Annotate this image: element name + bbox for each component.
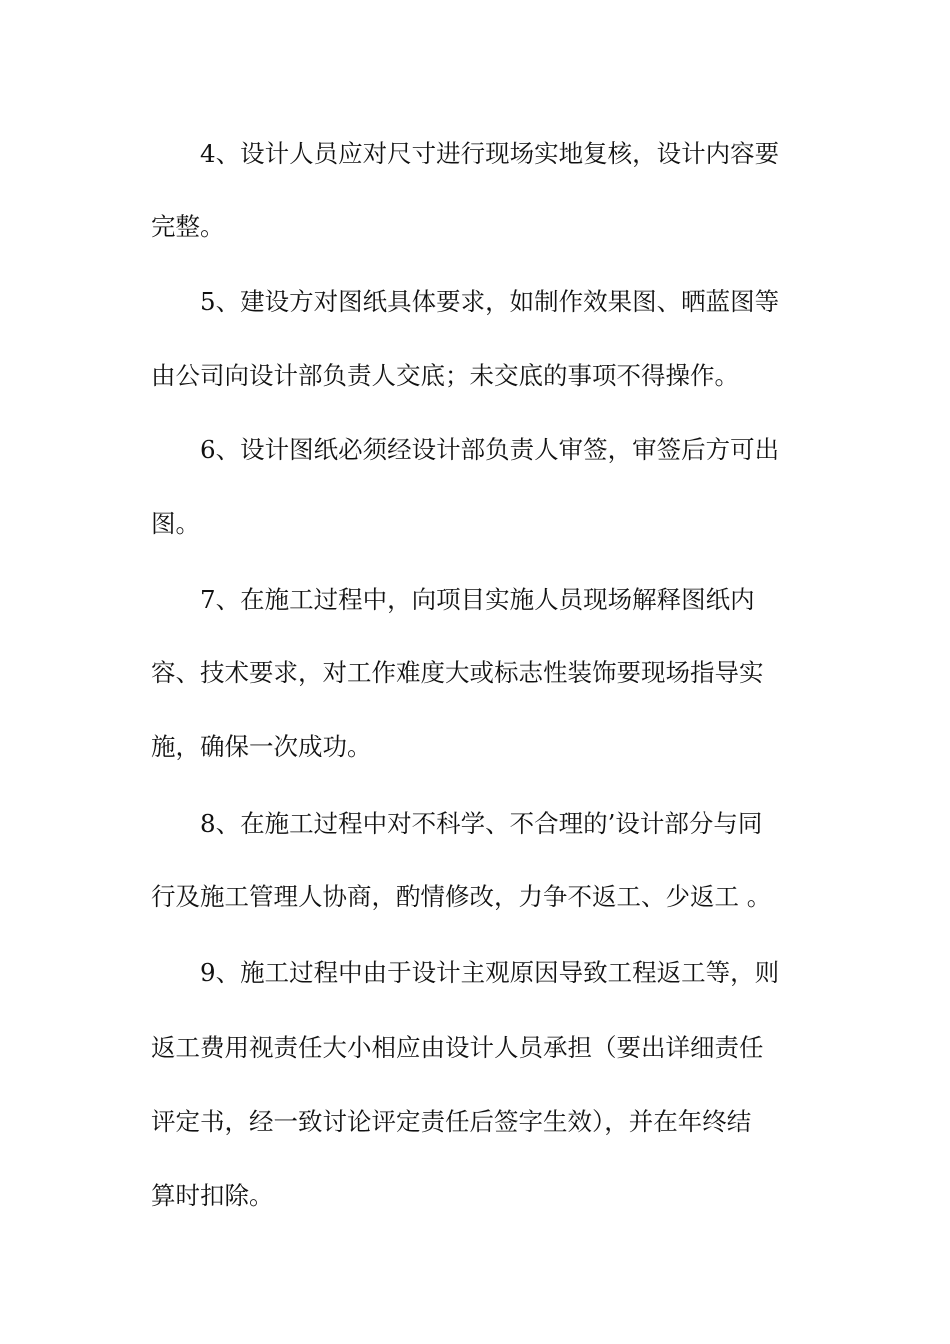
item-4-line-2: 完整。 [151, 212, 225, 241]
item-7-line-2: 容、技术要求，对工作难度大或标志性装饰要现场指导实 [151, 658, 764, 687]
item-5-line-2: 由公司向设计部负责人交底；未交底的事项不得操作。 [151, 361, 739, 390]
item-8-line-2: 行及施工管理人协商，酌情修改，力争不返工、少返工 。 [151, 882, 772, 911]
item-6-line-1: 6、设计图纸必须经设计部负责人审签，审签后方可出 [200, 435, 780, 464]
item-8-line-1: 8、在施工过程中对不科学、不合理的’设计部分与同 [200, 809, 763, 838]
item-9-line-3: 评定书，经一致讨论评定责任后签字生效），并在年终结 [151, 1107, 752, 1136]
item-5-line-1: 5、建设方对图纸具体要求，如制作效果图、晒蓝图等 [200, 287, 780, 316]
item-9-line-1: 9、施工过程中由于设计主观原因导致工程返工等，则 [200, 958, 780, 987]
item-4-line-1: 4、设计人员应对尺寸进行现场实地复核，设计内容要 [200, 139, 780, 168]
item-7-line-1: 7、在施工过程中，向项目实施人员现场解释图纸内 [200, 585, 755, 614]
item-7-line-3: 施，确保一次成功。 [151, 732, 372, 761]
item-9-line-2: 返工费用视责任大小相应由设计人员承担（要出详细责任 [151, 1033, 764, 1062]
item-9-line-4: 算时扣除。 [151, 1181, 274, 1210]
item-6-line-2: 图。 [151, 509, 200, 538]
